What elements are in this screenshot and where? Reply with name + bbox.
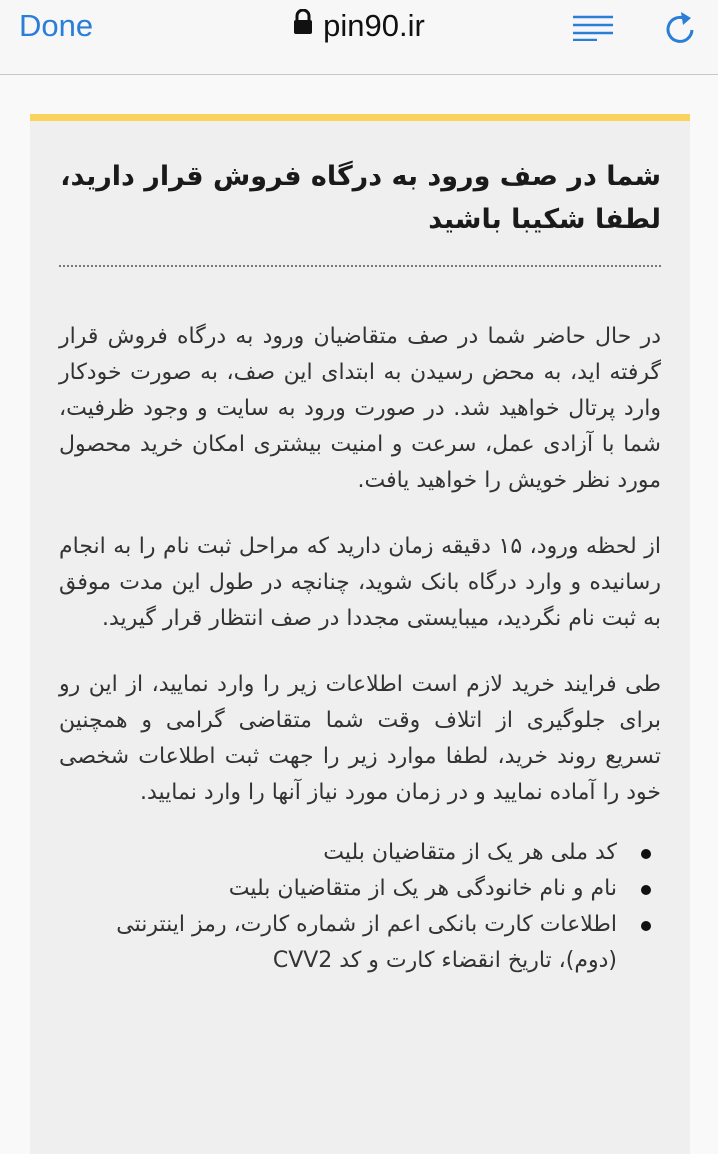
reload-icon[interactable] xyxy=(664,10,696,50)
done-button[interactable]: Done xyxy=(19,8,94,43)
list-item: اطلاعات کارت بانکی اعم از شماره کارت، رمز اینترنتی (دوم)، تاریخ انقضاء کارت و کد CVV2 xyxy=(59,907,617,979)
browser-toolbar xyxy=(0,0,718,75)
list-item: نام و نام خانودگی هر یک از متقاضیان بلیت xyxy=(59,871,617,907)
reader-view-icon[interactable] xyxy=(573,15,613,45)
url-text: pin90.ir xyxy=(323,8,425,43)
page-title: شما در صف ورود به درگاه فروش قرار دارید، لطفا شکیبا باشید xyxy=(60,161,661,235)
queue-notice-card xyxy=(30,114,690,1154)
paragraph-required-info: طی فرایند خرید لازم است اطلاعات زیر را وارد نمایید، از این رو برای جلوگیری از اتلاف وقت شما متقاضی گرامی و همچنین تسریع روند خرید، لطفا موارد زیر را جهت ثبت اطلاعات شخصی خود را آماده نمایید و در زمان مورد نیاز آنها را وارد نمایید. xyxy=(59,672,661,805)
paragraph-queue-info: در حال حاضر شما در صف متقاضیان ورود به درگاه فروش قرار گرفته اید، به محض رسیدن به ابتدای این صف، به صورت خودکار وارد پرتال خواهید شد. در صورت ورود به سایت و وجود ظرفیت، شما با آزادی عمل، سرعت و امنیت بیشتری امکان خرید محصول مورد نظر خویش را خواهید یافت. xyxy=(59,324,661,493)
lock-icon xyxy=(293,7,313,43)
paragraph-time-limit: از لحظه ورود، ۱۵ دقیقه زمان دارید که مراحل ثبت نام را به انجام رسانیده و وارد درگاه بانک شوید، چنانچه در طول این مدت موفق به ثبت نام نگردید، میبایستی مجددا در صف انتظار قرار گیرید. xyxy=(59,534,661,631)
required-info-list xyxy=(59,835,661,979)
dotted-divider xyxy=(59,265,661,267)
list-item: کد ملی هر یک از متقاضیان بلیت xyxy=(59,835,617,871)
